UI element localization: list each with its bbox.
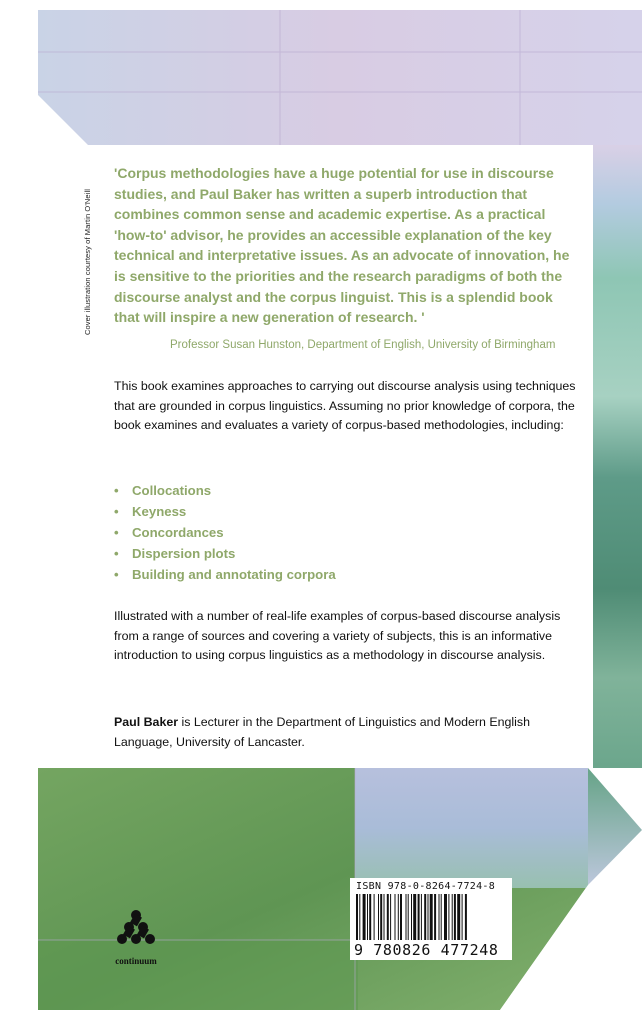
publisher-name: continuum xyxy=(115,956,157,966)
barcode-bar xyxy=(367,894,368,940)
barcode-bar xyxy=(408,894,409,940)
review-quote: 'Corpus methodologies have a huge potential for use in discourse studies, and Paul Baker has written a superb introduction that combines common sense and academic expertise. As a practical 'how-to' advisor, he provides an accessible explanation of the key technical and interpretative issues. As an advocate of innovation, he is sensitive to the priorities and the research paradigms of both the discourse analyst and the corpus linguist. This is a splendid book that will inspire a new generation of research. ' xyxy=(114,165,570,326)
author-name: Paul Baker xyxy=(114,715,179,729)
barcode-bar xyxy=(411,894,412,940)
barcode-bar xyxy=(378,894,379,940)
author-bio-text: is Lecturer in the Department of Linguistics and Modern English Language, University of Lancaster. xyxy=(114,715,531,749)
barcode-bar xyxy=(428,894,429,940)
barcode-bar xyxy=(356,894,358,940)
summary-paragraph: Illustrated with a number of real-life examples of corpus-based discourse analysis from a range of sources and covering a variety of subjects, this is an informative introduction to using corpus linguistics as a methodology in discourse analysis. xyxy=(114,609,561,663)
barcode-bar xyxy=(369,894,371,940)
barcode-bar xyxy=(390,894,391,940)
barcode-bar xyxy=(465,894,467,940)
list-item: • Dispersion plots xyxy=(114,543,336,564)
barcode-box xyxy=(350,878,512,960)
list-item: • Keyness xyxy=(114,501,336,522)
barcode-bars xyxy=(356,894,506,942)
intro-paragraph: This book examines approaches to carrying out discourse analysis using techniques that are grounded in corpus linguistics. Assuming no prior knowledge of corpora, the book examines and evaluates a variety of corpus-based methodologies, including: xyxy=(114,379,576,433)
barcode-bar xyxy=(374,894,375,940)
barcode-bar xyxy=(457,894,460,940)
barcode-bar xyxy=(441,894,442,940)
list-item: • Collocations xyxy=(114,480,336,501)
barcode-bar xyxy=(387,894,389,940)
barcode-bar xyxy=(439,894,440,940)
barcode-bar xyxy=(421,894,422,940)
barcode-bar xyxy=(395,894,396,940)
barcode-bar xyxy=(406,894,407,940)
barcode-bar xyxy=(398,894,399,940)
barcode-bar xyxy=(444,894,447,940)
barcode-bar xyxy=(434,894,436,940)
list-item: • Concordances xyxy=(114,522,336,543)
methods-list xyxy=(114,480,336,585)
quote-attribution: Professor Susan Hunston, Department of English, University of Birmingham xyxy=(170,339,556,351)
continuum-logo-icon xyxy=(105,907,167,951)
barcode-bar xyxy=(363,894,366,940)
barcode-bar xyxy=(452,894,453,940)
barcode-bar xyxy=(430,894,433,940)
barcode-bar xyxy=(418,894,420,940)
barcode-bar xyxy=(380,894,382,940)
cover-credit: Cover illustration courtesy of Martin O'Neill xyxy=(83,189,92,335)
barcode-bar xyxy=(462,894,463,940)
publisher-logo xyxy=(105,907,167,966)
barcode-bar xyxy=(448,894,449,940)
isbn-text: ISBN 978-0-8264-7724-8 xyxy=(356,881,496,892)
barcode-bar xyxy=(454,894,456,940)
barcode-bar xyxy=(359,894,360,940)
author-bio xyxy=(114,713,584,752)
barcode-bar xyxy=(424,894,426,940)
barcode-bar xyxy=(400,894,402,940)
list-item: • Building and annotating corpora xyxy=(114,564,336,585)
barcode-bar xyxy=(384,894,385,940)
ean-number: 9 780826 477248 xyxy=(354,941,499,959)
barcode-bar xyxy=(413,894,416,940)
